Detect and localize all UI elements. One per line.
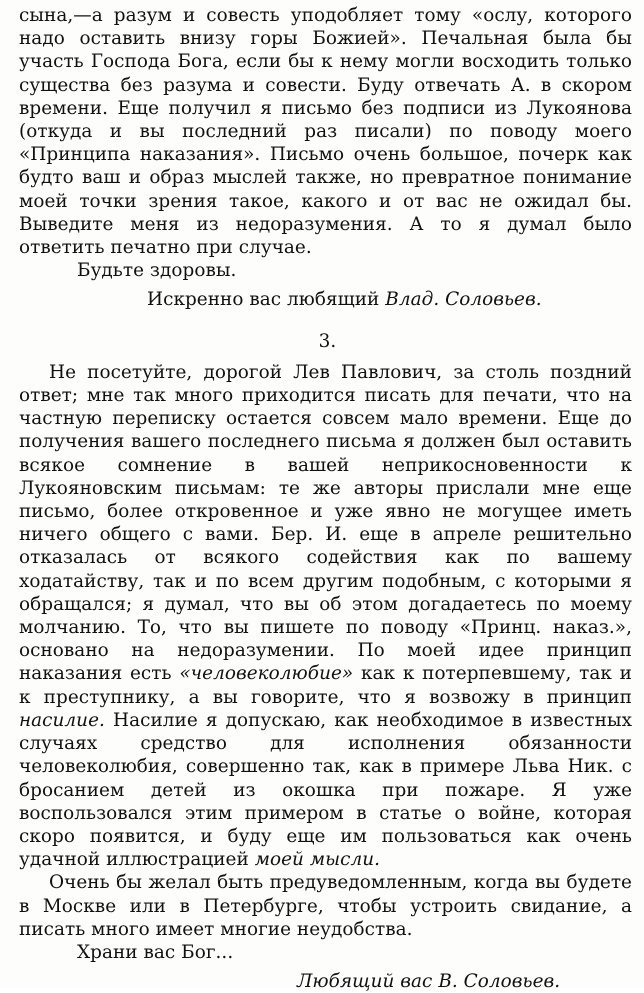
- letter-3-signature-prefix: Любящий вас: [297, 971, 433, 993]
- letter-3-signature-name: В. Соловьев.: [438, 971, 561, 993]
- letter-3-number: 3.: [318, 330, 337, 352]
- letter-3-text-part-3: Насилие я допускаю, как необходимое в известных случаях средство для исполнения обязанности человеколюбия, совершенно так, как в примере Льва Ник. с бросанием детей из окошка при пожаре. Я уже воспользовался этим примером в статье о войне, которая скоро появится, и буду еще им пользоваться как очень удачной иллюстрацией: [19, 709, 632, 871]
- letter-2-signature-name: Влад. Соловьев.: [385, 289, 542, 311]
- letter-3-emphasis-moei-mysli: моей мысли.: [254, 849, 381, 871]
- letter-2-closing: Будьте здоровы.: [77, 260, 237, 282]
- letter-3-signature: [297, 970, 632, 993]
- letter-3-paragraph-2: Очень бы желал быть предуведомленным, когда вы будете в Москве или в Петербурге, чтобы устроить свидание, а писать много имеет многие неудобства.: [19, 872, 632, 940]
- letter-2-signature-prefix: Искренно вас любящий: [147, 289, 380, 311]
- letter-3-emphasis-nasilie: насилие.: [19, 709, 105, 731]
- letter-2-signature: [147, 288, 632, 311]
- letter-3-closing: Храни вас Бог...: [77, 941, 234, 963]
- letter-3-paragraph-1: [19, 361, 632, 871]
- letter-3-text-part-2: как к потерпевшему, так и к преступнику, а вы говорите, что я возвожу в принцип: [19, 663, 632, 708]
- letter-3-text-part-1: Не посетуйте, дорогой Лев Павлович, за столь поздний ответ; мне так много приходится писать для печати, что на частную переписку остается совсем мало времени. Еще до получения вашего последнего письма я должен был оставить всякое сомнение в вашей неприкосновенности к Лукояновским письмам: те же авторы прислали мне еще письмо, более откровенное и уже явно не могущее иметь ничего общего с вами. Бер. И. еще в апреле решительно отказалась от всякого содействия как по вашему ходатайству, так и по всем другим подобным, с которыми я обращался; я думал, что вы об этом догадаетесь по моему молчанию. То, что вы пишете по поводу «Принц. наказ.», основано на недоразумении. По моей идее принцип наказания есть: [19, 361, 632, 685]
- letter-3-emphasis-chelovekolyubie: «человеколюбие»: [179, 663, 354, 685]
- letter-2-final-paragraph: сына,—а разум и совесть уподобляет тому «ослу, которого надо оставить внизу горы Божией». Печальная была бы участь Господа Бога, если бы к нему могли восходить только существа без разума и совести. Буду отвечать А. в скором времени. Еще получил я письмо без подписи из Лукоянова (откуда и вы последний раз писали) по поводу моего «Принципа наказания». Письмо очень большое, почерк как будто ваш и образ мыслей также, но превратное понимание моей точки зрения такое, какого и от вас не ожидал бы. Выведите меня из недоразумения. А то я думал было ответить печатно при случае.: [19, 5, 632, 259]
